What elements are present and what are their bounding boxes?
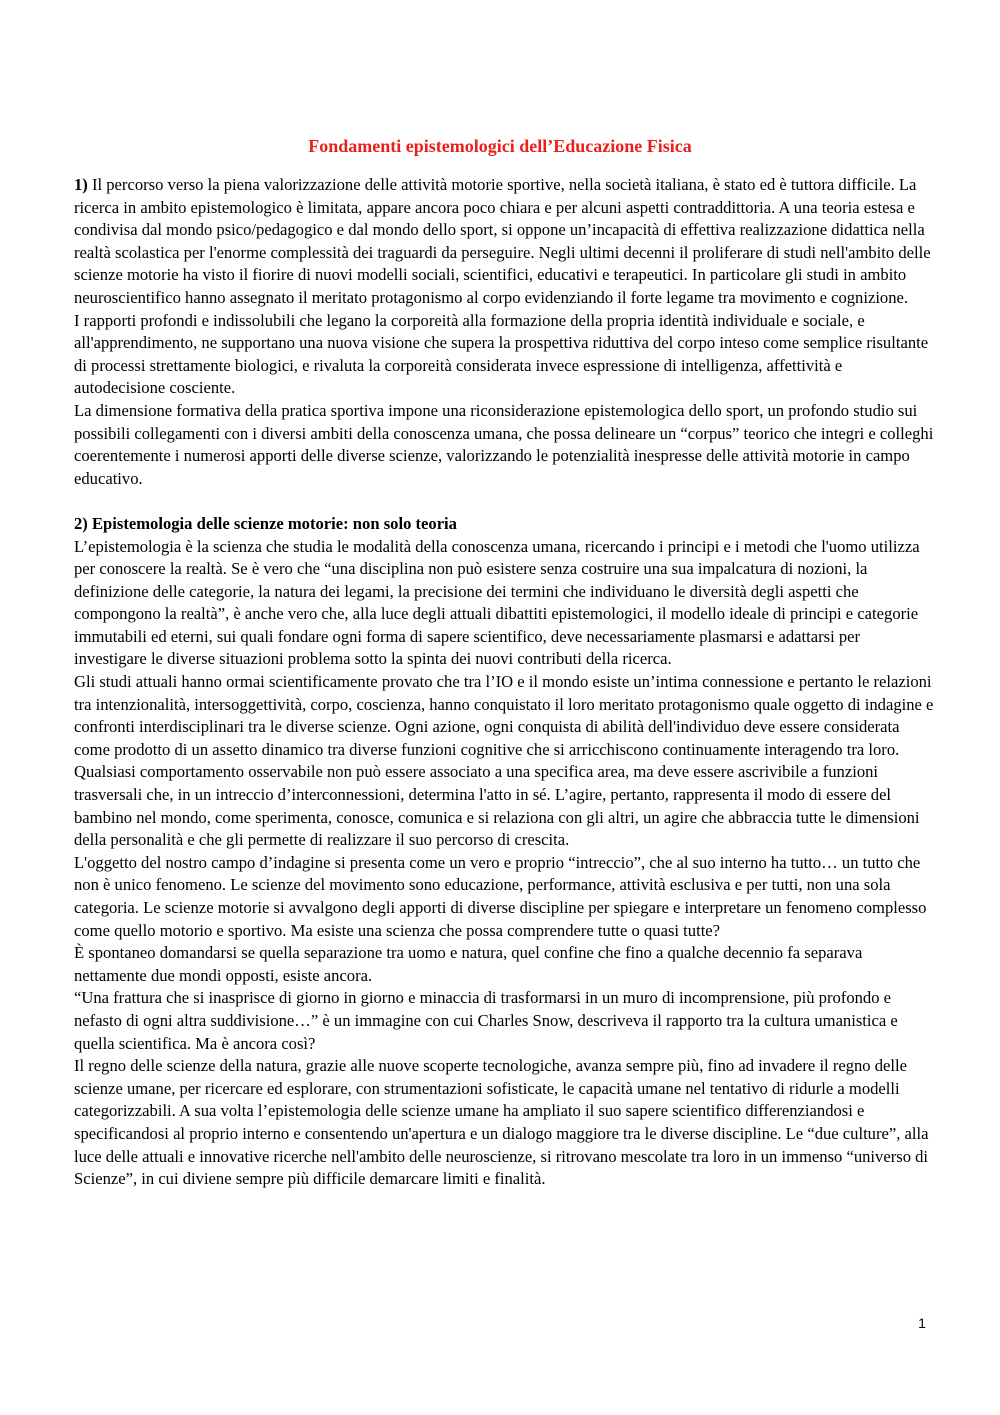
section2-paragraph-2: Gli studi attuali hanno ormai scientificamente provato che tra l’IO e il mondo esiste un’intima connessione e pertanto le relazioni tra intenzionalità, intersoggettività, corpo, coscienza, hanno conquistato il loro meritato protagonismo quale oggetto di indagine e confronti interdisciplinari tra le diverse scienze. Ogni azione, ogni conquista di abilità dell'individuo deve essere considerata come prodotto di un assetto dinamico tra diverse funzioni cognitive che si arricchiscono continuamente interagendo tra loro. Qualsiasi comportamento osservabile non può essere associato a una specifica area, ma deve essere ascrivibile a funzioni trasversali che, in un intreccio d’interconnessioni, determina l'atto in sé. L’agire, pertanto, rappresenta il modo di essere del bambino nel mondo, come sperimenta, conosce, comunica e si relaziona con gli altri, un agire che abbraccia tutte le dimensioni della personalità e che gli permette di realizzare il suo percorso di crescita. [74, 672, 934, 850]
section2-paragraph-4: È spontaneo domandarsi se quella separazione tra uomo e natura, quel confine che fino a qualche decennio fa separava nettamente due mondi opposti, esiste ancora. [74, 943, 863, 985]
document-body [74, 174, 936, 1191]
page-number: 1 [918, 1315, 926, 1331]
section2-paragraph-3: L'oggetto del nostro campo d’indagine si presenta come un vero e proprio “intreccio”, che al suo interno ha tutto… un tutto che non è unico fenomeno. Le scienze del movimento sono educazione, performance, attività esclusiva e per tutti, non una sola categoria. Le scienze motorie si avvalgono degli apporti di diverse discipline per spiegare e interpretare un fenomeno complesso come quello motorio e sportivo. Ma esiste una scienza che possa comprendere tutte o quasi tutte? [74, 852, 927, 940]
section2-paragraph-1: L’epistemologia è la scienza che studia le modalità della conoscenza umana, ricercando i principi e i metodi che l'uomo utilizza per conoscere la realtà. Se è vero che “una disciplina non può esistere senza costruire una sua impalcatura di nozioni, la definizione delle categorie, la natura dei legami, la precisione dei termini che individuano le diversità degli aspetti che compongono la realtà”, è anche vero che, alla luce degli attuali dibattiti epistemologici, il modello ideale di principi e categorie immutabili ed eterni, sui quali fondare ogni forma di sapere scientifico, deve necessariamente plasmarsi e adattarsi per investigare le diverse situazioni problema sotto la spinta dei nuovi contributi della ricerca. [74, 536, 920, 669]
document-title: Fondamenti epistemologici dell’Educazione Fisica [308, 136, 692, 156]
section1-paragraph-1 [74, 174, 936, 310]
section1-paragraph-1-text: Il percorso verso la piena valorizzazione delle attività motorie sportive, nella società italiana, è stato ed è tuttora difficile. La ricerca in ambito epistemologico è limitata, appare ancora poco chiara e per alcuni aspetti contraddittoria. A una teoria estesa e condivisa dal mondo psico/pedagogico e dal mondo dello sport, si oppone un’incapacità di effettiva realizzazione didattica nella realtà scolastica per l'enorme complessità dei traguardi da perseguire. Negli ultimi decenni il proliferare di studi nell'ambito delle scienze motorie ha visto il fiorire di nuovi modelli sociali, scientifici, educativi e terapeutici. In particolare gli studi in ambito neuroscientifico hanno assegnato il meritato protagonismo al corpo evidenziando il forte legame tra movimento e cognizione. [74, 175, 931, 307]
section2-paragraph-5: “Una frattura che si inasprisce di giorno in giorno e minaccia di trasformarsi in un muro di incomprensione, più profondo e nefasto di ogni altra suddivisione…” è un immagine con cui Charles Snow, descriveva il rapporto tra la cultura umanistica e quella scientifica. Ma è ancora così? [74, 988, 898, 1053]
section1-paragraph-3: La dimensione formativa della pratica sportiva impone una riconsiderazione epistemologica dello sport, un profondo studio sui possibili collegamenti con i diversi ambiti della conoscenza umana, che possa delineare un “corpus” teorico che integri e colleghi coerentemente i numerosi apporti delle diverse scienze, valorizzando le potenzialità inespresse delle attività motorie in campo educativo. [74, 400, 934, 488]
section2-paragraph-6: Il regno delle scienze della natura, grazie alle nuove scoperte tecnologiche, avanza sempre più, fino ad invadere il regno delle scienze umane, per ricercare ed esplorare, con strumentazioni sofisticate, le capacità umane nel tentativo di ridurle a modelli categorizzabili. A sua volta l’epistemologia delle scienze umane ha ampliato il suo sapere scientifico differenziandosi e specificandosi al proprio interno e consentendo un'apertura e un dialogo maggiore tra le diverse discipline. Le “due culture”, alla luce delle attuali e innovative ricerche nell'ambito delle neuroscienze, si ritrovano mescolate tra loro in un immenso “universo di Scienze”, in cui diviene sempre più difficile demarcare limiti e finalità. [74, 1056, 929, 1189]
section2-heading: 2) Epistemologia delle scienze motorie: non solo teoria [74, 513, 457, 533]
section1-number: 1) [74, 175, 88, 194]
section1-paragraph-2: I rapporti profondi e indissolubili che legano la corporeità alla formazione della propria identità individuale e sociale, e all'apprendimento, ne supportano una nuova visione che supera la prospettiva riduttiva del corpo inteso come semplice risultante di processi strettamente biologici, e rivaluta la corporeità considerata invece espressione di intelligenza, affettività e autodecisione cosciente. [74, 310, 929, 398]
section-spacer [74, 490, 936, 513]
